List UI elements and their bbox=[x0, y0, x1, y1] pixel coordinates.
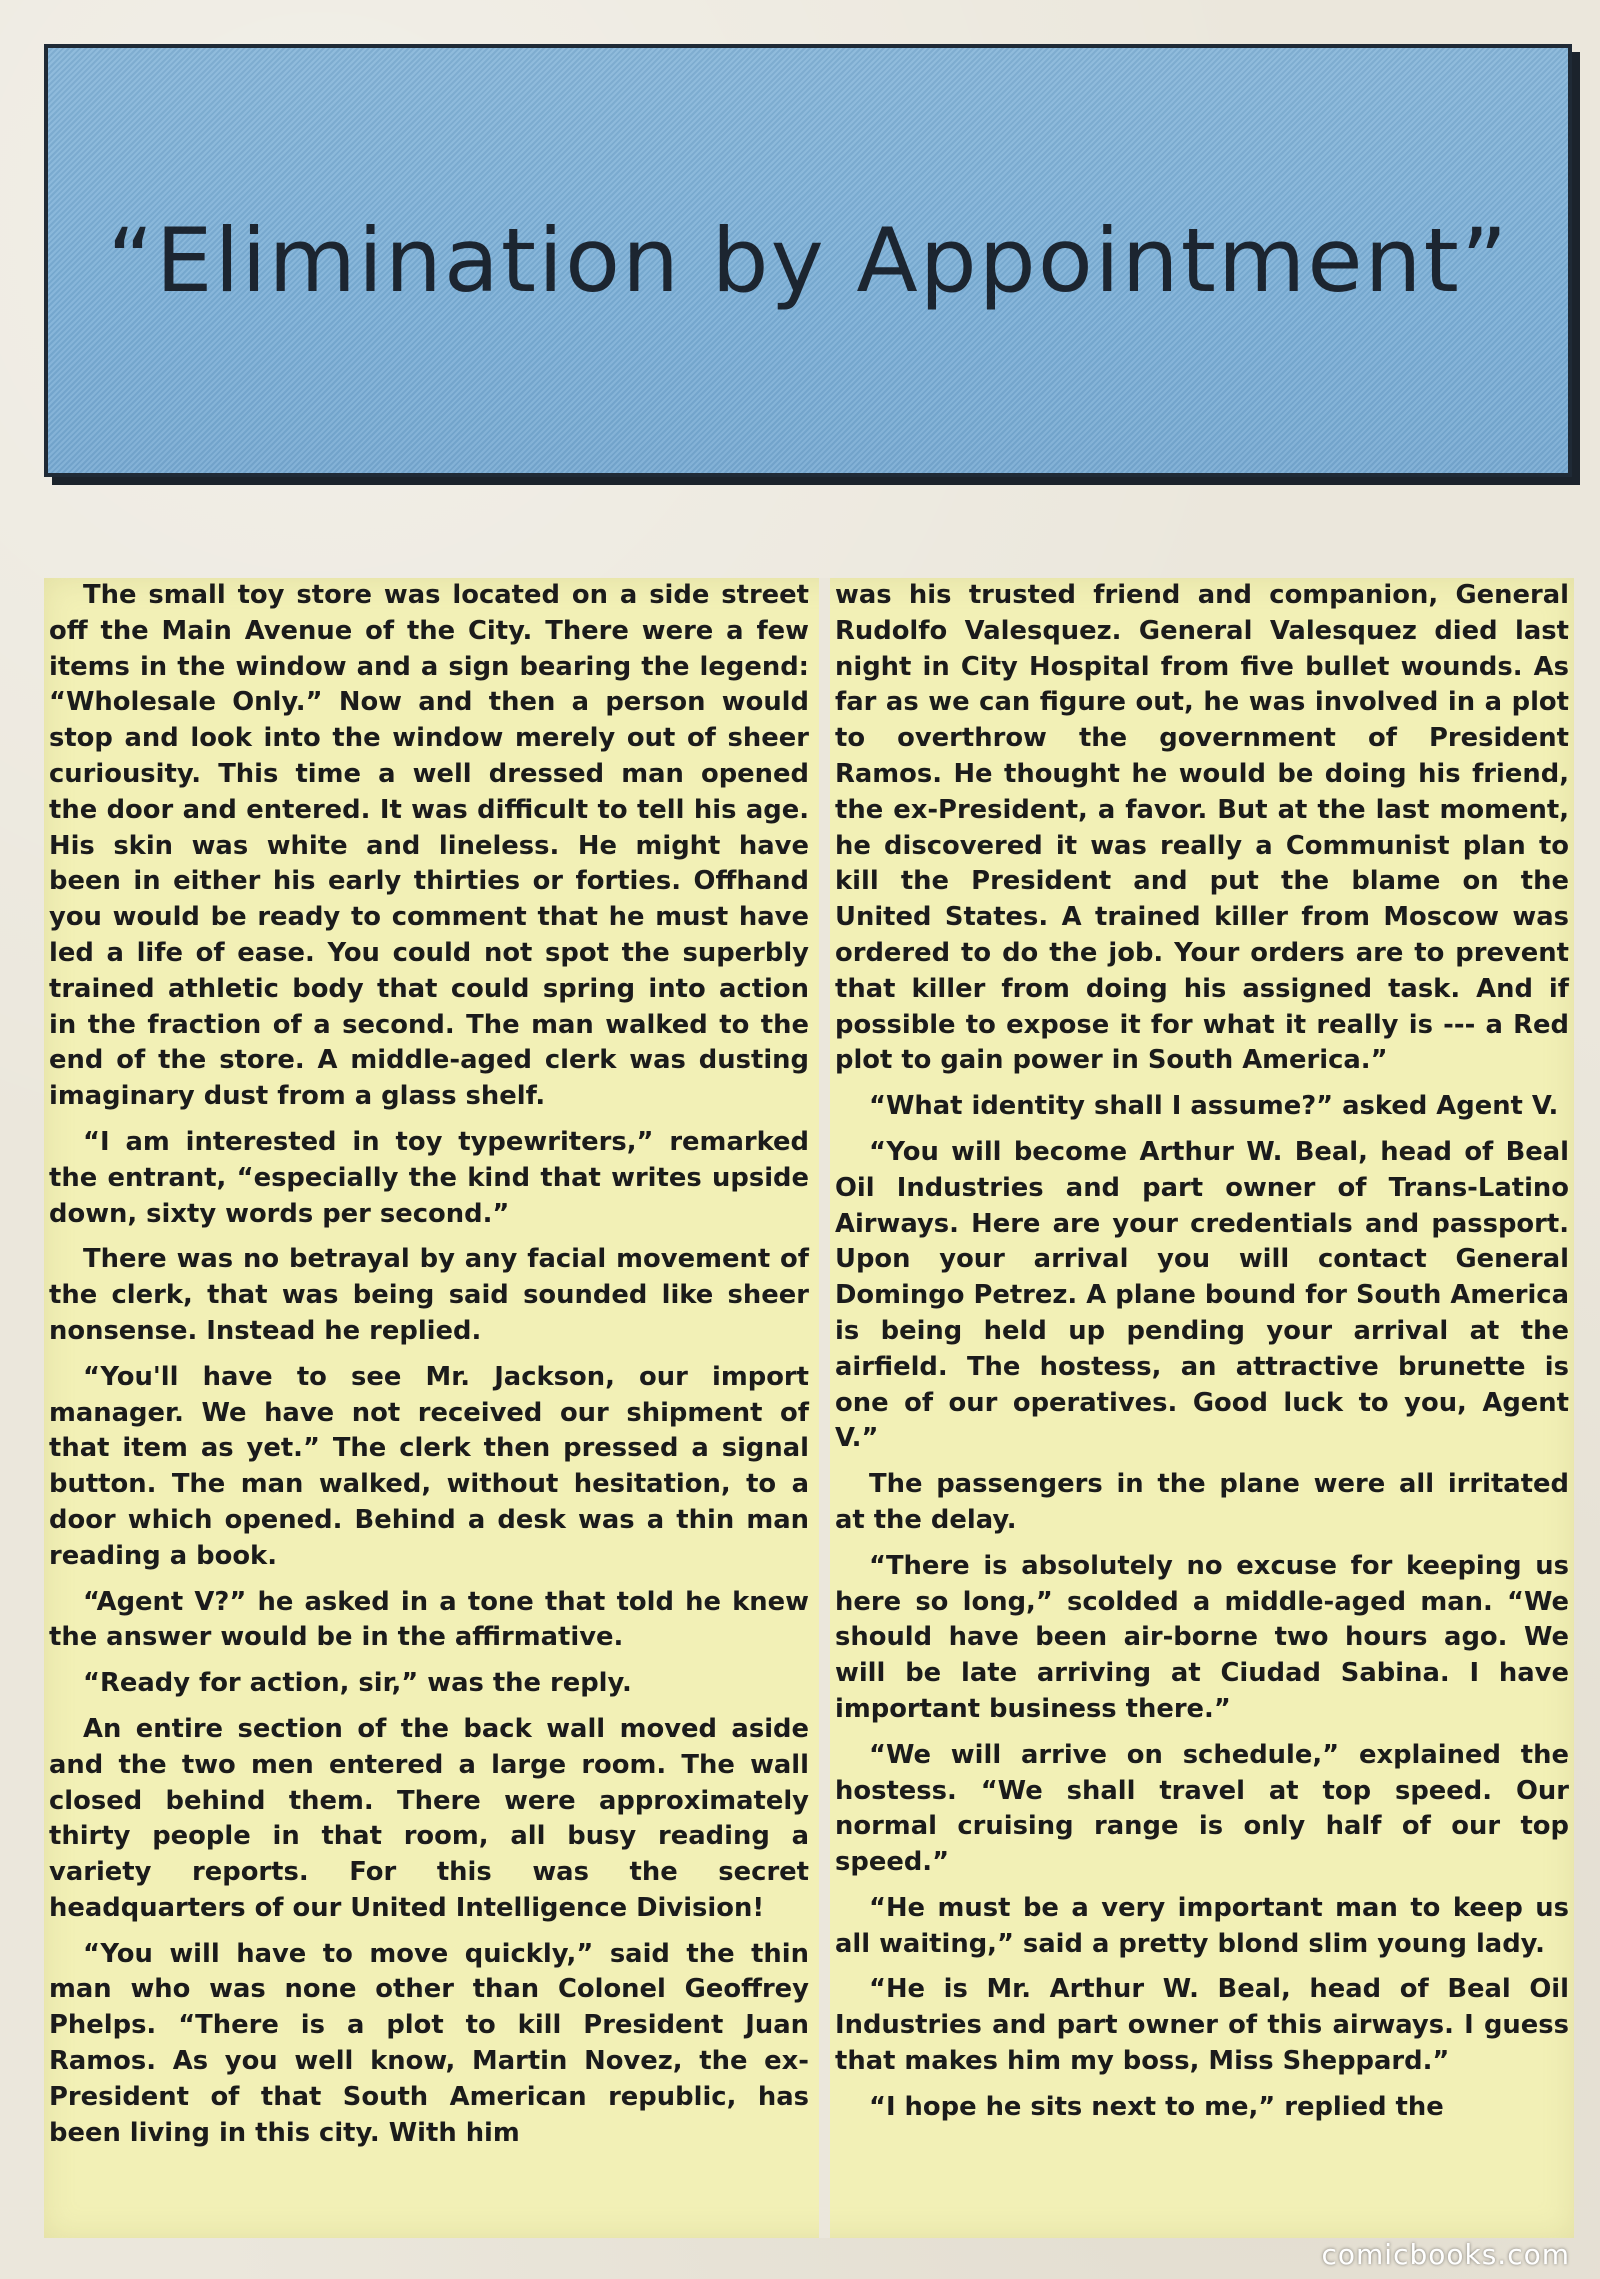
paragraph: “He is Mr. Arthur W. Beal, head of Beal Oil Industries and part owner of this airways. I guess that makes him my boss, Miss Sheppard.” bbox=[835, 1974, 1569, 2077]
right-column bbox=[830, 578, 1574, 2238]
story-title: “Elimination by Appointment” bbox=[106, 209, 1510, 312]
paragraph: “Ready for action, sir,” was the reply. bbox=[83, 1668, 632, 1699]
paragraph: “There is absolutely no excuse for keeping us here so long,” scolded a middle-aged man. “We should have been air-borne two hours ago. We will be late arriving at Ciudad Sabina. I have important business there.” bbox=[835, 1550, 1569, 1724]
paragraph: The small toy store was located on a side street off the Main Avenue of the City. There were a few items in the window and a sign bearing the legend: “Wholesale Only.” Now and then a person would stop and look into the window merely out of sheer curiousity. This time a well dressed man opened the door and entered. It was difficult to tell his age. His skin was white and lineless. He might have been in either his early thirties or forties. Offhand you would be ready to comment that he must have led a life of ease. You could not spot the superbly trained athletic body that could spring into action in the fraction of a second. The man walked to the end of the store. A middle-aged clerk was dusting imaginary dust from a glass shelf. bbox=[49, 580, 809, 1112]
column-gutter bbox=[819, 578, 830, 2238]
title-banner bbox=[44, 44, 1572, 477]
paragraph: “I hope he sits next to me,” replied the bbox=[869, 2091, 1444, 2122]
watermark: comicbooks.com bbox=[1321, 2238, 1570, 2271]
paragraph: “You'll have to see Mr. Jackson, our import manager. We have not received our shipment of that item as yet.” The clerk then pressed a signal button. The man walked, without hesitation, to a door which opened. Behind a desk was a thin man reading a book. bbox=[49, 1361, 809, 1571]
paragraph: “We will arrive on schedule,” explained the hostess. “We shall travel at top speed. Our normal cruising range is only half of our top speed.” bbox=[835, 1739, 1569, 1878]
paragraph: was his trusted friend and companion, General Rudolfo Valesquez. General Valesquez died last night in City Hospital from five bullet wounds. As far as we can figure out, he was involved in a plot to overthrow the government of President Ramos. He thought he would be doing his friend, the ex-President, a favor. But at the last moment, he discovered it was really a Communist plan to kill the President and put the blame on the United States. A trained killer from Moscow was ordered to do the job. Your orders are to prevent that killer from doing his assigned task. And if possible to expose it for what it really is --- a Red plot to gain power in South America.” bbox=[835, 580, 1569, 1076]
paragraph: “You will become Arthur W. Beal, head of Beal Oil Industries and part owner of Trans-Latino Airways. Here are your credentials and passport. Upon your arrival you will contact General Domingo Petrez. A plane bound for South America is being held up pending your arrival at the airfield. The hostess, an attractive brunette is one of our operatives. Good luck to you, Agent V.” bbox=[835, 1136, 1569, 1454]
story-text-area bbox=[44, 578, 1574, 2238]
paragraph: There was no betrayal by any facial movement of the clerk, that was being said sounded like sheer nonsense. Instead he replied. bbox=[49, 1244, 809, 1346]
paragraph: An entire section of the back wall moved aside and the two men entered a large room. The wall closed behind them. There were approximately thirty people in that room, all busy reading a variety reports. For this was the secret headquarters of our United Intelligence Division! bbox=[49, 1713, 809, 1923]
paragraph: The passengers in the plane were all irritated at the delay. bbox=[835, 1469, 1569, 1535]
paragraph: “You will have to move quickly,” said the thin man who was none other than Colonel Geoffrey Phelps. “There is a plot to kill President Juan Ramos. As you well know, Martin Novez, the ex-President of that South American republic, has been living in this city. With him bbox=[49, 1938, 809, 2148]
paragraph: “Agent V?” he asked in a tone that told he knew the answer would be in the affirmative. bbox=[49, 1586, 809, 1653]
paragraph: “He must be a very important man to keep us all waiting,” said a pretty blond slim young lady. bbox=[835, 1892, 1569, 1959]
left-column bbox=[44, 578, 819, 2238]
paragraph: “What identity shall I assume?” asked Agent V. bbox=[869, 1091, 1559, 1122]
paragraph: “I am interested in toy typewriters,” remarked the entrant, “especially the kind that writes upside down, sixty words per second.” bbox=[49, 1126, 809, 1229]
